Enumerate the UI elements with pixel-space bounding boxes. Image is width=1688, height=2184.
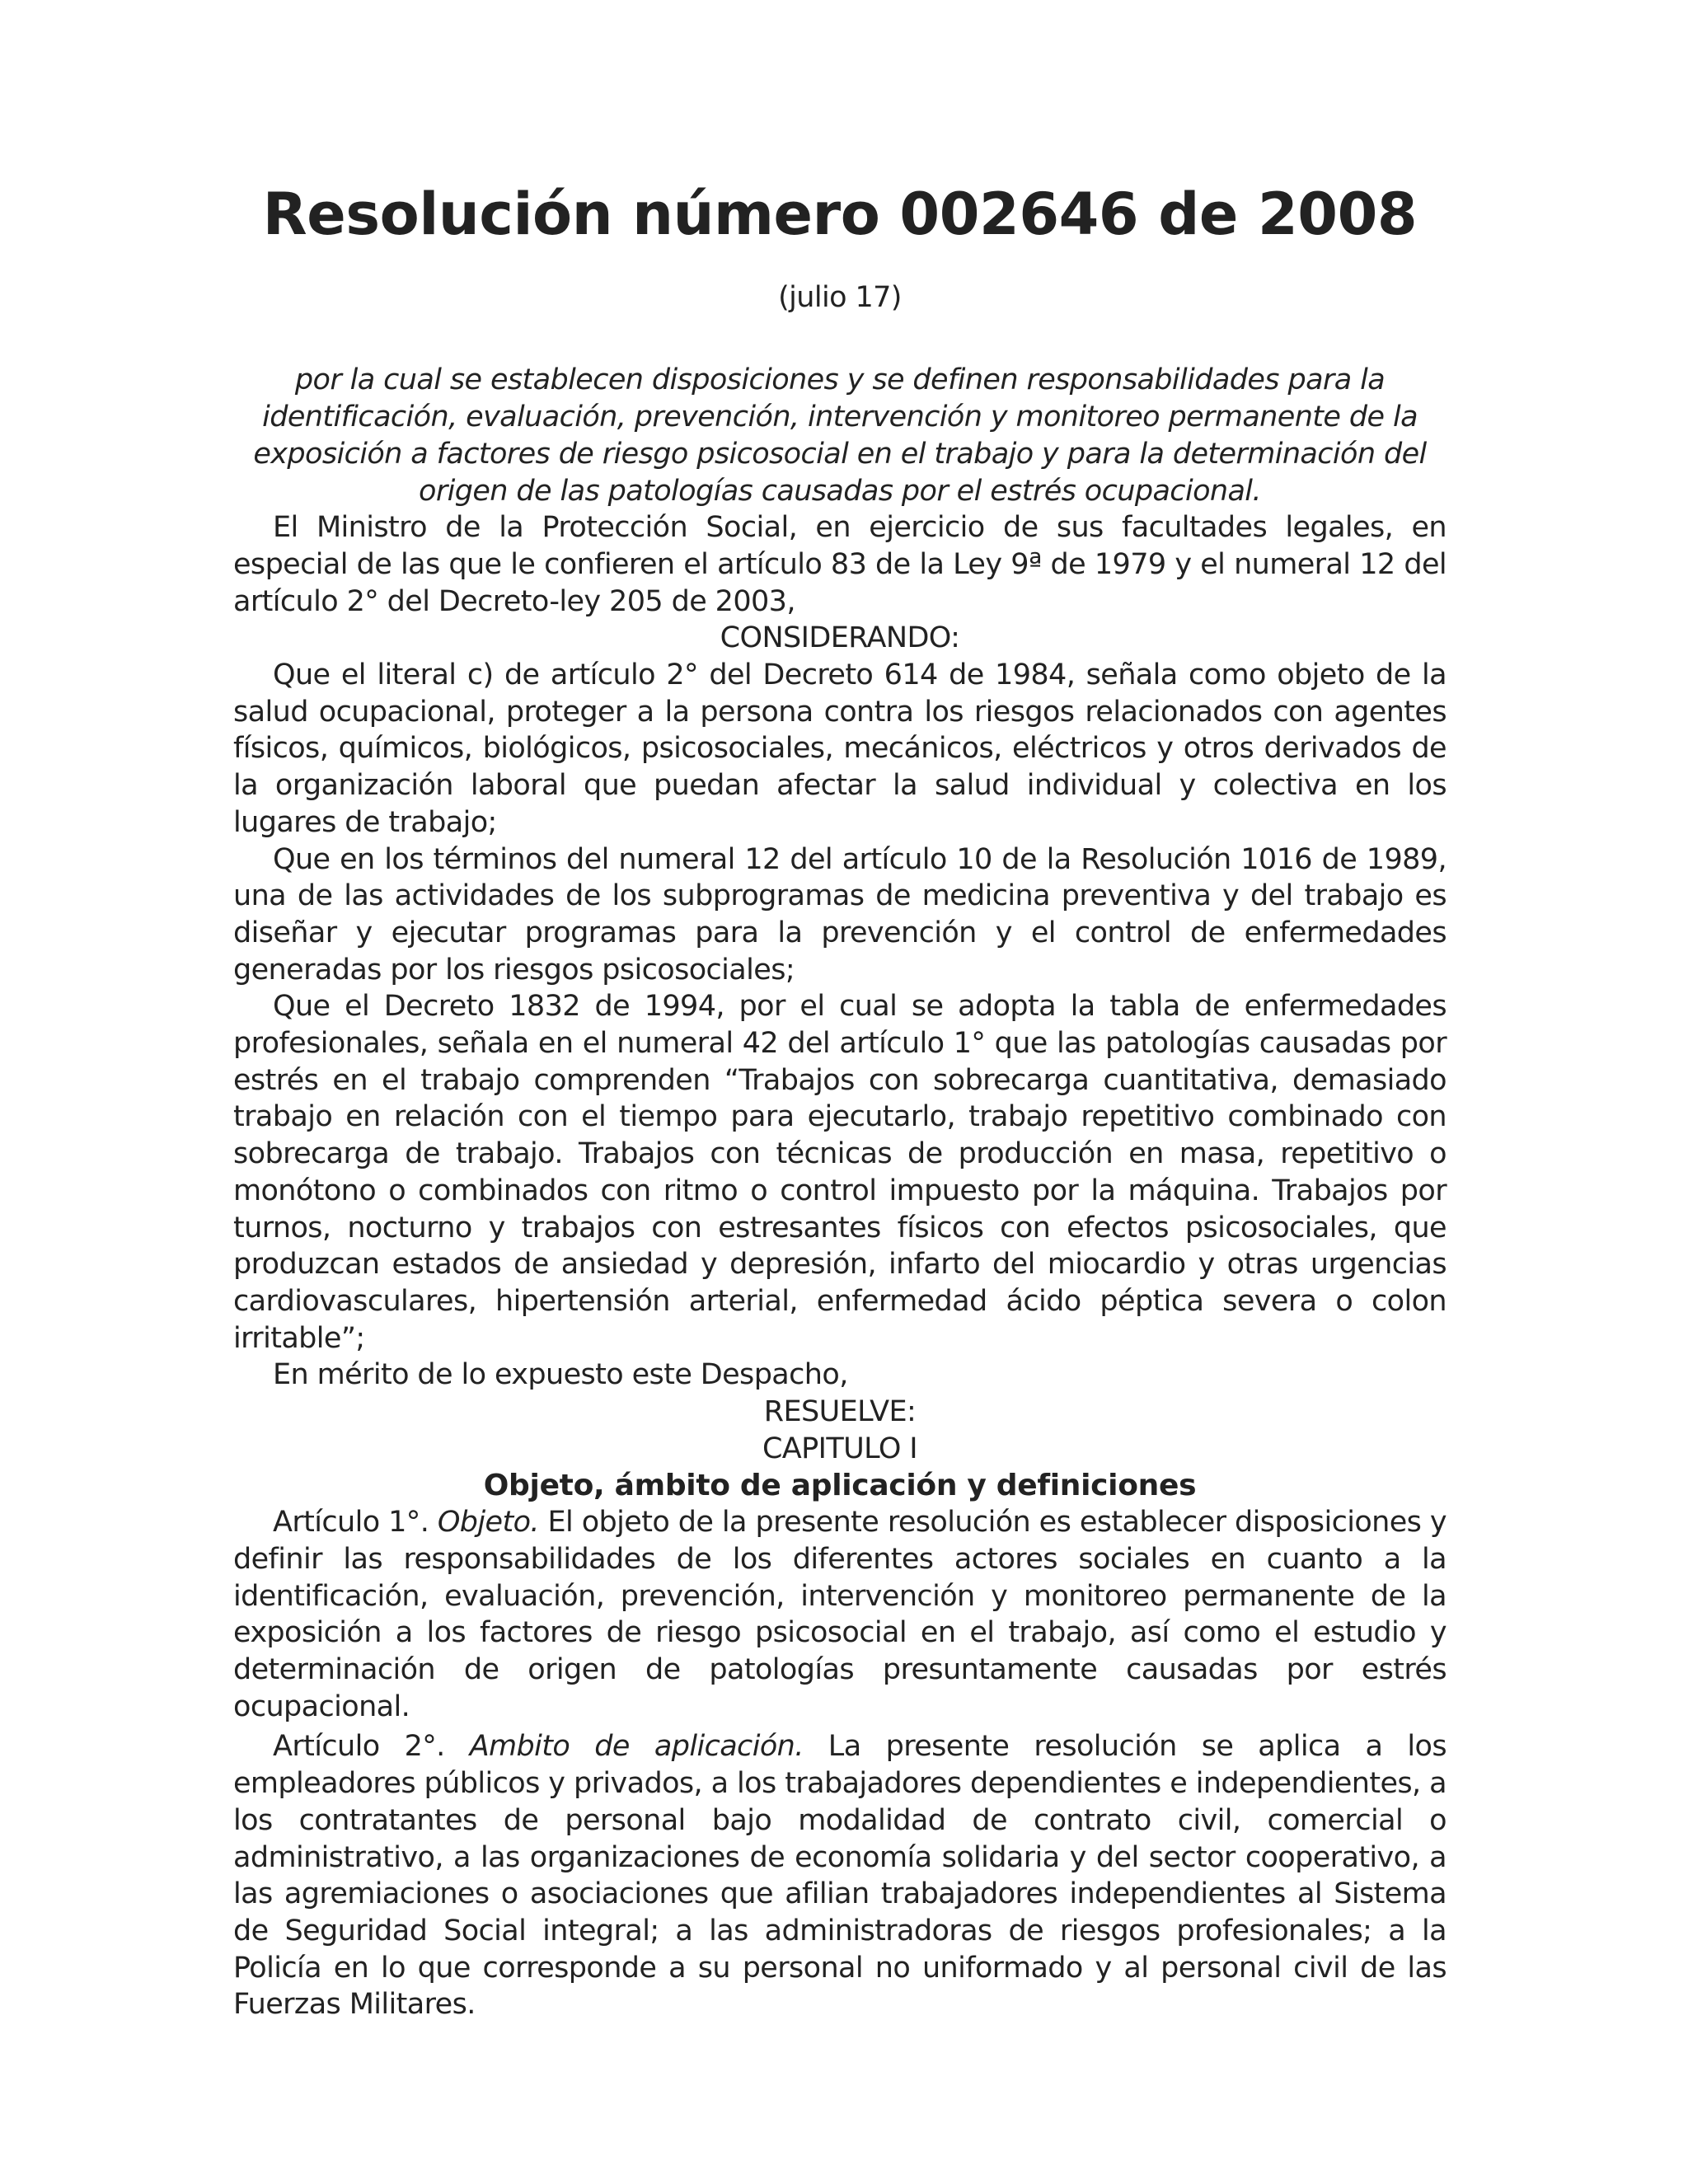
article-name: Objeto. bbox=[437, 1506, 539, 1540]
article-name: Ambito de aplicación. bbox=[469, 1730, 804, 1764]
preamble-paragraph: El Ministro de la Protección Social, en ejercicio de sus facultades legales, en especial de las que le confieren el artículo 83 de la Ley 9ª de 1979 y el numeral 12 del artículo 2° del Decreto-ley 205 de 2003, bbox=[233, 511, 1447, 618]
article-1 bbox=[233, 1504, 1447, 1725]
document-date: (julio 17) bbox=[778, 280, 902, 314]
article-text: La presente resolución se aplica a los empleadores públicos y privados, a los trabajadores dependientes e independientes, a los contratantes de personal bajo modalidad de contrato civil, comercial o administrativo, a las organizaciones de economía solidaria y del sector cooperativo, a las agremiaciones o asociaciones que afilian trabajadores independientes al Sistema de Seguridad Social integral; a las administradoras de riesgos profesionales; a la Policía en lo que corresponde a su personal no uniformado y al personal civil de las Fuerzas Militares. bbox=[233, 1730, 1447, 2022]
chapter-title: Objeto, ámbito de aplicación y definiciones bbox=[483, 1468, 1197, 1502]
chapter-number: CAPITULO I bbox=[762, 1432, 918, 1465]
document-subtitle: por la cual se establecen disposiciones y se definen responsabilidades para la identificación, evaluación, prevención, intervención y monitoreo permanente de la exposición a factores de riesgo psicosocial en el trabajo y para la determinación del origen de las patologías causadas por el estrés ocupacional. bbox=[253, 363, 1427, 508]
resuelve-heading: RESUELVE: bbox=[763, 1395, 917, 1429]
considerando-heading: CONSIDERANDO: bbox=[720, 621, 960, 655]
article-text: El objeto de la presente resolución es establecer disposiciones y definir las responsabilidades de los diferentes actores sociales en cuanto a la identificación, evaluación, prevención, intervención y monitoreo permanente de la exposición a los factores de riesgo psicosocial en el trabajo, así como el estudio y determinación de origen de patologías presuntamente causadas por estrés ocupacional. bbox=[233, 1506, 1447, 1723]
considerando-paragraph: Que en los términos del numeral 12 del artículo 10 de la Resolución 1016 de 1989, una de las actividades de los subprogramas de medicina preventiva y del trabajo es diseñar y ejecutar programas para la prevención y el control de enfermedades generadas por los riesgos psicosociales; bbox=[233, 842, 1447, 987]
document-title: Resolución número 002646 de 2008 bbox=[262, 180, 1418, 248]
article-label: Artículo 2°. bbox=[273, 1730, 445, 1764]
document-page bbox=[233, 180, 1447, 2023]
article-2 bbox=[233, 1728, 1447, 2023]
article-label: Artículo 1°. bbox=[273, 1506, 429, 1540]
considerando-paragraph: Que el literal c) de artículo 2° del Decreto 614 de 1984, señala como objeto de la salud ocupacional, proteger a la persona contra los riesgos relacionados con agentes físicos, químicos, biológicos, psicosociales, mecánicos, eléctricos y otros derivados de la organización laboral que puedan afectar la salud individual y colectiva en los lugares de trabajo; bbox=[233, 658, 1447, 839]
considerando-paragraph: En mérito de lo expuesto este Despacho, bbox=[273, 1358, 848, 1392]
considerando-paragraph: Que el Decreto 1832 de 1994, por el cual se adopta la tabla de enfermedades profesionales, señala en el numeral 42 del artículo 1° que las patologías causadas por estrés en el trabajo comprenden “Trabajos con sobrecarga cuantitativa, demasiado trabajo en relación con el tiempo para ejecutarlo, trabajo repetitivo combinado con sobrecarga de trabajo. Trabajos con técnicas de producción en masa, repetitivo o monótono o combinados con ritmo o control impuesto por la máquina. Trabajos por turnos, nocturno y trabajos con estresantes físicos con efectos psicosociales, que produzcan estados de ansiedad y depresión, infarto del miocardio y otras urgencias cardiovasculares, hipertensión arterial, enfermedad ácido péptica severa o colon irritable”; bbox=[233, 990, 1447, 1355]
